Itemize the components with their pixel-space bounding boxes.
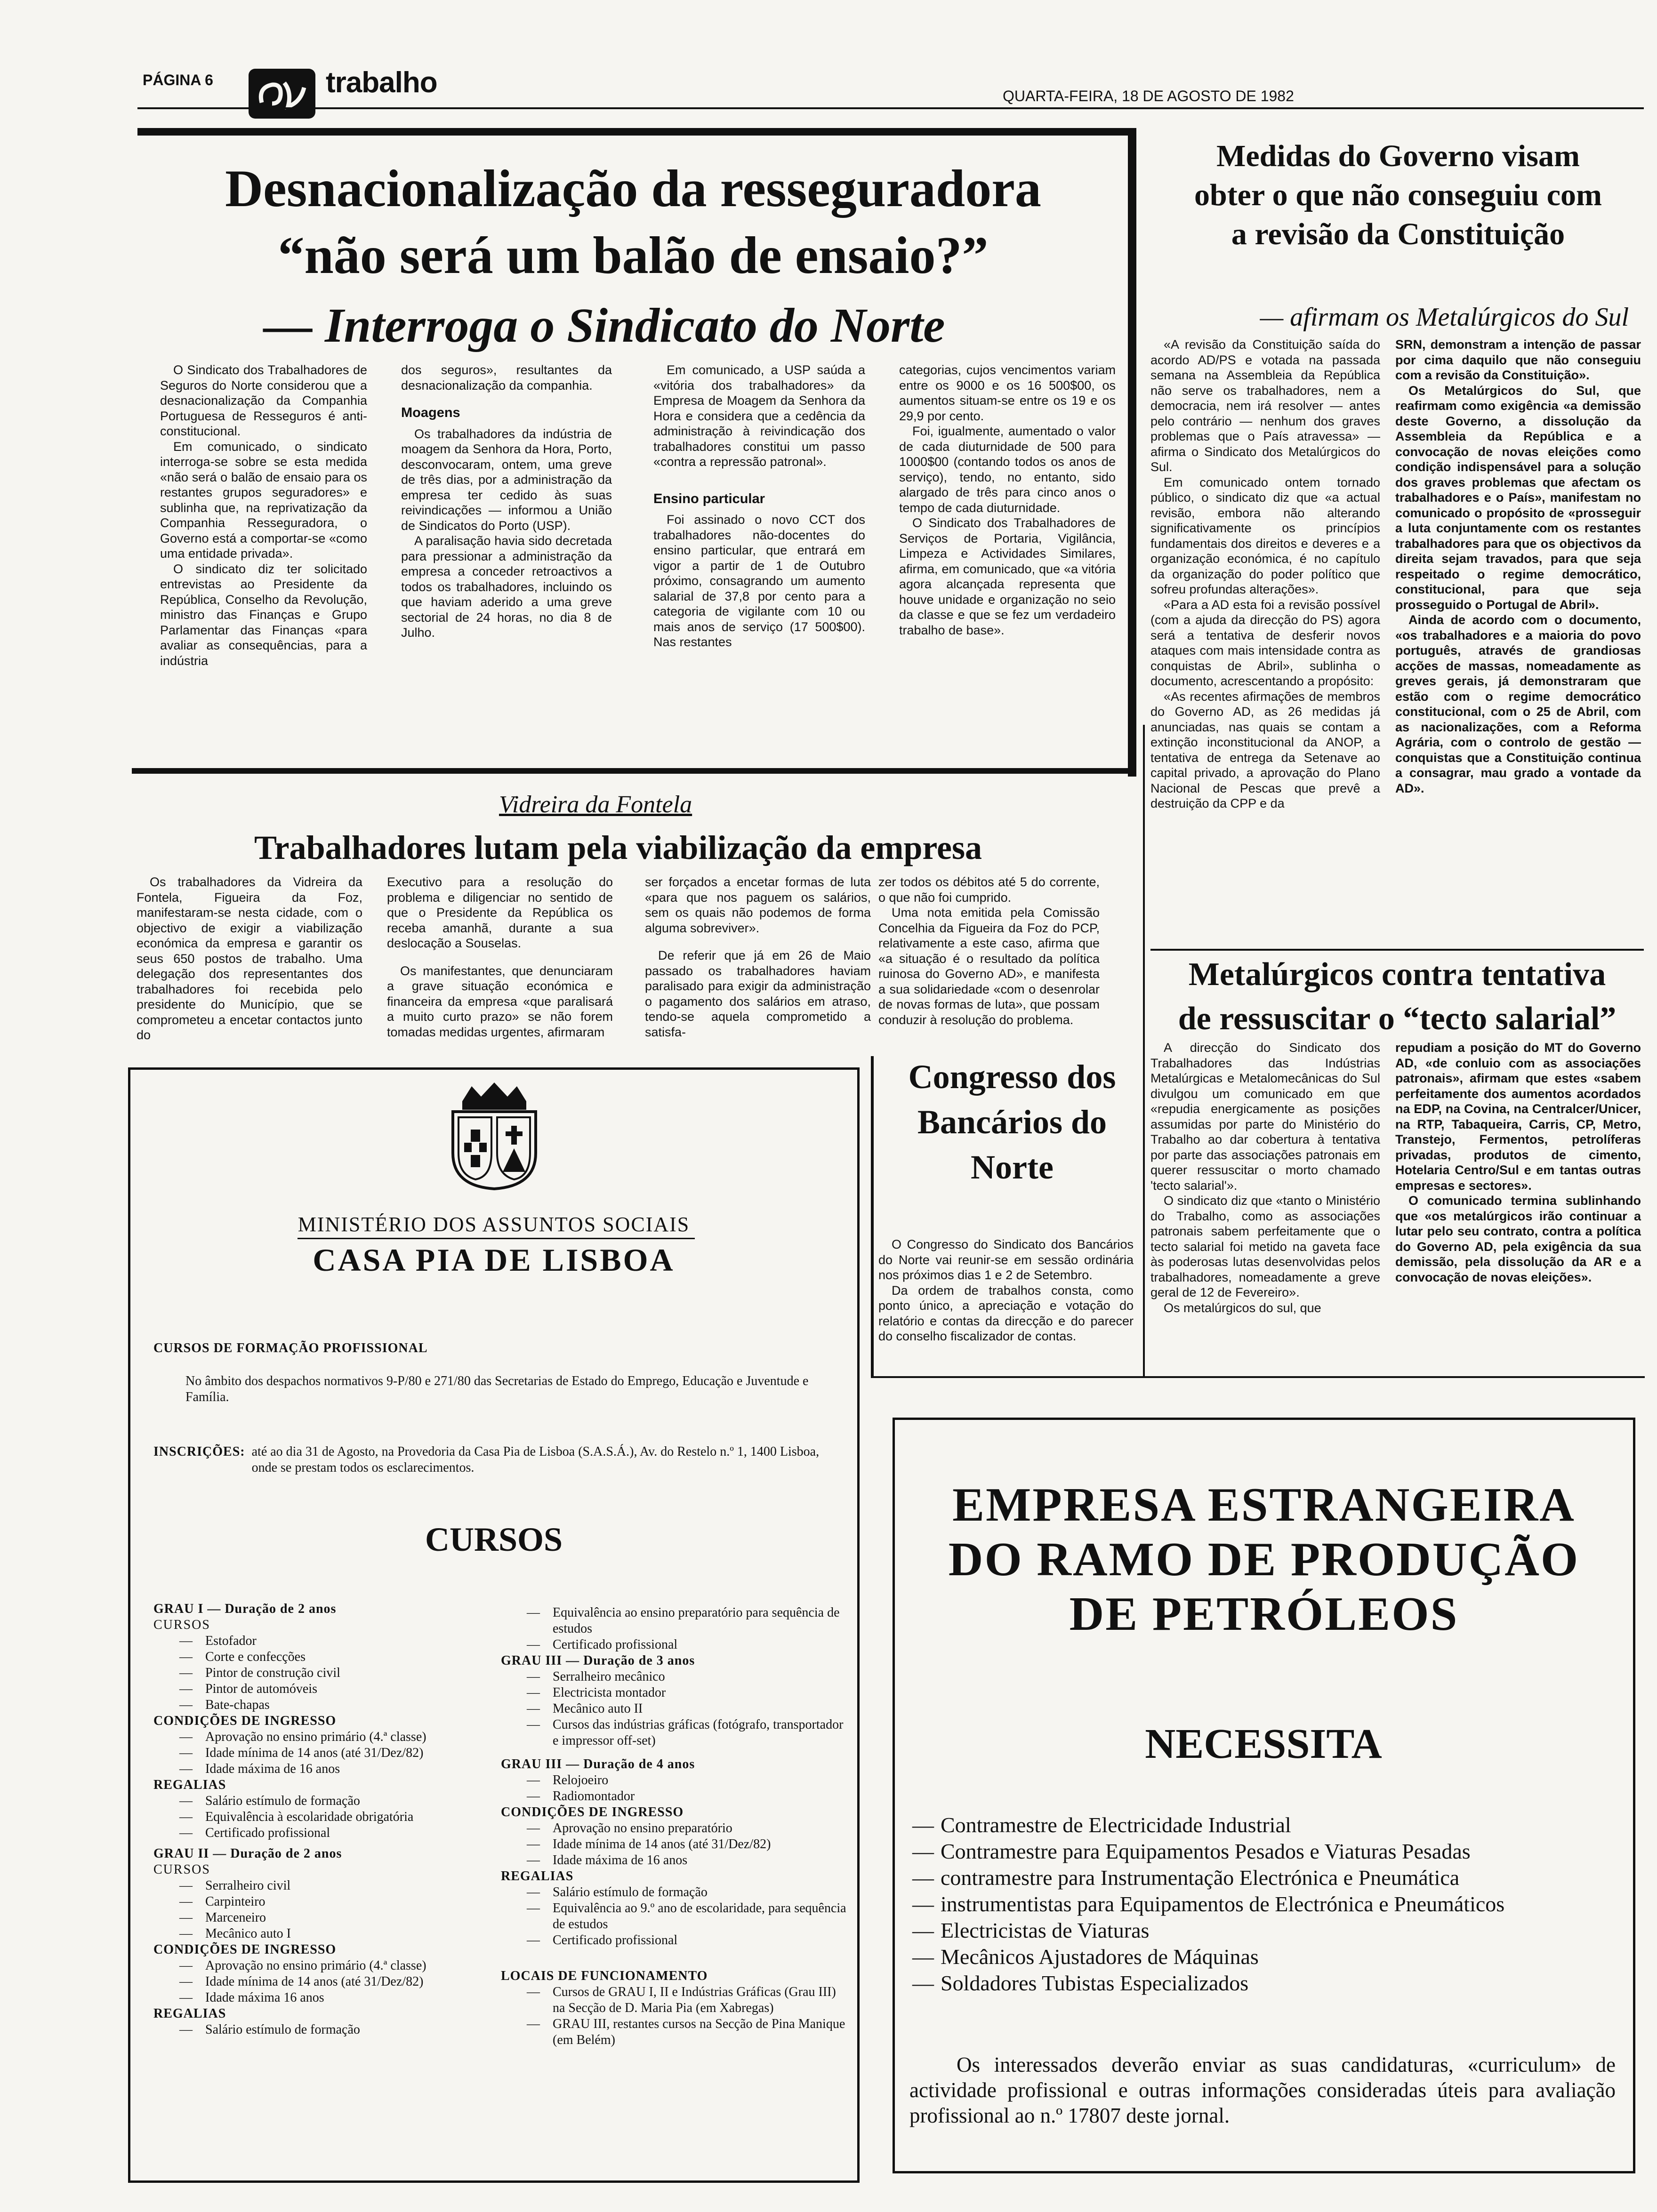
condition-item: — Idade máxima 16 anos bbox=[153, 1990, 492, 2006]
art3-bottom-rule bbox=[1150, 949, 1644, 951]
condition-item: — Idade máxima de 16 anos bbox=[153, 1761, 492, 1777]
art1-column-1 bbox=[160, 362, 367, 668]
grau-1-conditions: CONDIÇÕES DE INGRESSO bbox=[153, 1714, 337, 1728]
art5-headline: Congresso dos Bancários do Norte bbox=[908, 1058, 1116, 1186]
course-item: — Relojoeiro bbox=[501, 1772, 849, 1788]
condition-item: — Idade mínima de 14 anos (até 31/Dez/82) bbox=[153, 1745, 492, 1761]
position-item: — Mecânicos Ajustadores de Máquinas bbox=[912, 1944, 1614, 1970]
art1-paragraph: Em comunicado, a USP saúda a «vitória dos trabalhadores» da Empresa de Moagem da Senhora da Hora e considera que a cedência da administração à reivindicação dos trabalhadores constitui um passo «contra a repressão patronal». bbox=[653, 363, 865, 469]
art4-column-2 bbox=[1395, 1040, 1641, 1285]
course-item: — Marceneiro bbox=[153, 1910, 492, 1926]
grau-2-regalias-list bbox=[153, 2022, 492, 2038]
course-item: — Serralheiro civil bbox=[153, 1878, 492, 1894]
art4-column-1 bbox=[1150, 1040, 1380, 1315]
art2-paragraph: Executivo para a resolução do problema e diligenciar no sentido de que o Presidente da República os receba amanhã, durante a sua deslocação a Souselas. bbox=[387, 875, 613, 950]
grau-1-regalias: REGALIAS bbox=[153, 1778, 226, 1792]
grau-3-condition-list bbox=[501, 1820, 849, 1868]
art4-paragraph: A direcção do Sindicato dos Trabalhadores das Indústrias Metalúrgicas e Metalomecânicas do Sul divulgou um comunicado em que «repudia energicamente as posições assumidas por parte do Ministério do Trabalho ao dar cobertura à tentativa por parte das associações patronais em querer ressuscitar o morto chamado 'tecto salarial'». bbox=[1150, 1041, 1380, 1193]
art3-kicker: — afirmam os Metalúrgicos do Sul bbox=[1260, 303, 1629, 332]
art4-paragraph: Os metalúrgicos do sul, que bbox=[1164, 1300, 1321, 1315]
locais-item: — GRAU III, restantes cursos na Secção de Pina Manique (em Belém) bbox=[501, 2016, 849, 2048]
courses-heading: CURSOS DE FORMAÇÃO PROFISSIONAL bbox=[153, 1341, 428, 1355]
issue-date: QUARTA-FEIRA, 18 DE AGOSTO DE 1982 bbox=[1003, 88, 1294, 104]
grau-3a-course-list bbox=[501, 1669, 849, 1749]
grau-3-regalias: REGALIAS bbox=[501, 1869, 574, 1883]
art3-paragraph: «A revisão da Constituição saída do acordo AD/PS e votada na passada semana na Assembleia da República não serve os trabalhadores, nem a democracia, nem irá resolver — antes pelo contrário — nenhum dos graves problemas que o País atravessa» — afirma o Sindicato dos Metalúrgicos do Sul. bbox=[1150, 337, 1380, 474]
regalia-item: — Equivalência à escolaridade obrigatória bbox=[153, 1809, 492, 1825]
course-item: — Mecânico auto II bbox=[501, 1701, 849, 1717]
casa-pia-right-column bbox=[501, 1605, 849, 2048]
art2-column-1 bbox=[137, 874, 362, 1043]
locais-item: — Cursos de GRAU I, II e Indústrias Gráficas (Grau III) na Secção de D. Maria Pia (em Xabregas) bbox=[501, 1984, 849, 2016]
casa-pia-ministry: MINISTÉRIO DOS ASSUNTOS SOCIAIS bbox=[298, 1213, 690, 1236]
art2-paragraph: Uma nota emitida pela Comissão Concelhia da Figueira da Foz do PCP, relativamente a este caso, afirma que «a situação é o resultado da política ruinosa do Governo AD», e manifesta a sua solidariedade «com o desenrolar de novas formas de luta», que possam conduzir à resolução do problema. bbox=[878, 906, 1100, 1027]
condition-item: — Aprovação no ensino primário (4.ª classe) bbox=[153, 1729, 492, 1745]
empresa-ad-title: EMPRESA ESTRANGEIRA DO RAMO DE PRODUÇÃO DE PETRÓLEOS bbox=[948, 1478, 1580, 1641]
grau-3-conditions: CONDIÇÕES DE INGRESSO bbox=[501, 1805, 684, 1819]
art1-paragraph: Foi, igualmente, aumentado o valor de cada diuturnidade de 500 para 1000$00 (contando todos os anos de serviço), tendo, no entanto, sido alargado de três para cinco anos o tempo de cada diuturnidade. bbox=[899, 424, 1116, 515]
course-item: — Estofador bbox=[153, 1633, 492, 1649]
grau-3-regalias-list bbox=[501, 1884, 849, 1948]
grau-1-heading: GRAU I — Duração de 2 anos bbox=[153, 1602, 337, 1616]
art1-paragraph: categorias, cujos vencimentos variam entre os 9000 e os 16 500$00, os aumentos situam-se entre os 19 e os 29,9 por cento. bbox=[899, 363, 1116, 423]
locais-list bbox=[501, 1984, 849, 2048]
art5-right-rule bbox=[1143, 725, 1145, 1376]
regalia-item: — Equivalência ao 9.º ano de escolaridade, para sequência de estudos bbox=[501, 1900, 849, 1932]
position-item: — instrumentistas para Equipamentos de Electrónica e Pneumáticos bbox=[912, 1891, 1614, 1917]
casa-pia-rule bbox=[298, 1238, 695, 1239]
course-item: — Pintor de construção civil bbox=[153, 1665, 492, 1681]
grau-2-conditions: CONDIÇÕES DE INGRESSO bbox=[153, 1942, 337, 1957]
page-number: PÁGINA 6 bbox=[143, 72, 213, 88]
art2-paragraph: Os trabalhadores da Vidreira da Fontela, Figueira da Foz, manifestaram-se nesta cidade, com o objectivo de exigir a viabilização económica da empresa e garantir os seus 650 postos de trabalho. Uma delegação dos representantes dos trabalhadores foi recebida pelo presidente do Município, que se comprometeu a encetar contactos junto do bbox=[137, 875, 362, 1042]
art2-column-2 bbox=[387, 874, 613, 1040]
position-item: — Soldadores Tubistas Especializados bbox=[912, 1970, 1614, 1996]
art1-paragraph: O Sindicato dos Trabalhadores de Serviços de Portaria, Vigilância, Limpeza e Actividades Similares, afirma, em comunicado, que «a vitória agora alcançada representa que houve unidade e organização no seio da classe e que se fez um verdadeiro trabalho de base». bbox=[899, 516, 1116, 637]
art1-subhead-moagens: Moagens bbox=[401, 405, 460, 420]
course-item: — Carpinteiro bbox=[153, 1894, 492, 1910]
art1-right-rule bbox=[1128, 128, 1136, 777]
regalia-item: — Salário estímulo de formação bbox=[501, 1884, 849, 1900]
art4-headline bbox=[1150, 953, 1644, 1041]
grau-2-heading: GRAU II — Duração de 2 anos bbox=[153, 1846, 342, 1861]
header-rule bbox=[137, 107, 1644, 109]
art5-paragraph: O Congresso do Sindicato dos Bancários do Norte vai reunir-se em sessão ordinária nos próximos dias 1 e 2 de Setembro. bbox=[878, 1237, 1134, 1282]
art5-left-rule bbox=[871, 1056, 874, 1376]
art3-paragraph: SRN, demonstram a intenção de passar por cima daquilo que não conseguiu com a revisão da Constituição». bbox=[1395, 337, 1641, 382]
art4-paragraph: repudiam a posição do MT do Governo AD, «de conluio com as associações patronais», afirmam que estes «sabem perfeitamente dos aumentos acordados na EDP, na Covina, na Centralcer/Unicer, na RTP, Tabaqueira, Carris, CP, Metro, Transtejo, Fermentos, petrolíferas privadas, produtos de cimento, Hotelaria Centro/Sul e em tantas outras empresas e sectores». bbox=[1395, 1041, 1641, 1193]
art1-headline-line1: Desnacionalização da resseguradora bbox=[225, 160, 1041, 218]
casa-pia-inscricoes bbox=[153, 1444, 841, 1476]
art1-paragraph: Em comunicado, o sindicato interroga-se sobre se esta medida «não será o balão de ensaio para os restantes grupos seguradores» e sublinha que, na reprivatização da Companhia Resseguradora, o Governo está a comportar-se «como uma entidade privada». bbox=[160, 439, 367, 561]
art1-paragraph: dos seguros», resultantes da desnacionalização da companhia. bbox=[401, 363, 612, 393]
condition-item: — Aprovação no ensino preparatório bbox=[501, 1820, 849, 1836]
locais-heading: LOCAIS DE FUNCIONAMENTO bbox=[501, 1969, 708, 1983]
condition-item: — Aprovação no ensino primário (4.ª classe) bbox=[153, 1958, 492, 1974]
course-item: — Radiomontador bbox=[501, 1788, 849, 1804]
condition-item: — Idade mínima de 14 anos (até 31/Dez/82) bbox=[501, 1836, 849, 1852]
art4-headline-line2: de ressuscitar o “tecto salarial” bbox=[1178, 1001, 1617, 1037]
grau-1-cursos: CURSOS bbox=[153, 1618, 210, 1632]
regalia-item: — Certificado profissional bbox=[501, 1637, 849, 1653]
position-item: — Contramestre para Equipamentos Pesados e Viaturas Pesadas bbox=[912, 1838, 1614, 1865]
courses-intro: No âmbito dos despachos normativos 9-P/80 e 271/80 das Secretarias de Estado do Emprego, Educação e Juventude e Família. bbox=[185, 1374, 809, 1404]
course-item: — Cursos das indústrias gráficas (fotógrafo, transportador e impressor off-set) bbox=[501, 1717, 849, 1749]
empresa-ad-necessita: NECESSITA bbox=[1145, 1721, 1382, 1767]
condition-item: — Idade mínima de 14 anos (até 31/Dez/82) bbox=[153, 1974, 492, 1990]
art2-paragraph: Os manifestantes, que denunciaram a grave situação económica e financeira da empresa «que paralisará a muito curto prazo» se não forem tomadas medidas urgentes, afirmaram bbox=[387, 963, 613, 1039]
art3-headline: Medidas do Governo visam obter o que não conseguiu com a revisão da Constituição bbox=[1194, 139, 1602, 251]
art3-column-2 bbox=[1395, 337, 1641, 796]
course-item: — Mecânico auto I bbox=[153, 1926, 492, 1942]
position-item: — Contramestre de Electricidade Industrial bbox=[912, 1812, 1614, 1838]
course-item: — Pintor de automóveis bbox=[153, 1681, 492, 1697]
art1-kicker: — Interroga o Sindicato do Norte bbox=[264, 298, 945, 353]
inscricoes-label: INSCRIÇÕES: bbox=[153, 1444, 245, 1459]
art3-paragraph: Os Metalúrgicos do Sul, que reafirmam como exigência «a demissão deste Governo, a dissolução da Assembleia da República e a convocação de novas eleições como condição indispensável para a solução dos graves problemas que afectam os trabalhadores e o País», manifestam no comunicado o propósito de «prosseguir a luta conjuntamente com os restantes trabalhadores para que os objectivos da direita sejam travados, para que seja respeitado o regime democrático, constitucional, para que seja prosseguido o Portugal de Abril». bbox=[1395, 383, 1641, 612]
grau-2-regalias: REGALIAS bbox=[153, 2006, 226, 2021]
empresa-ad-position-list bbox=[912, 1812, 1614, 1996]
grau-3b-heading: GRAU III — Duração de 4 anos bbox=[501, 1757, 695, 1771]
grau-1-regalias-list bbox=[153, 1793, 492, 1841]
art2-paragraph: ser forçados a encetar formas de luta «para que nos paguem os salários, sem os quais não podemos de forma alguma sobreviver». bbox=[645, 875, 871, 935]
grau-2-cursos: CURSOS bbox=[153, 1862, 210, 1877]
art3-paragraph: Em comunicado ontem tornado público, o sindicato diz que «a actual revisão, embora não alterando significativamente os princípios fundamentais dos direitos e deveres e a organização económica, é no capítulo da organização do poder político que sofreu profundas alterações». bbox=[1150, 475, 1380, 596]
grau-2-course-list bbox=[153, 1878, 492, 1942]
grau-2-condition-list bbox=[153, 1958, 492, 2006]
grau-1-condition-list bbox=[153, 1729, 492, 1777]
art1-column-4 bbox=[899, 362, 1116, 638]
art4-paragraph: O sindicato diz que «tanto o Ministério do Trabalho, como as associações patronais sabem perfeitamente que o tecto salarial foi metido na gaveta face às poderosas lutas desenvolvidas pelos trabalhadores, nomeadamente a greve geral de 12 de Fevereiro». bbox=[1150, 1194, 1380, 1299]
position-item: — contramestre para Instrumentação Electrónica e Pneumática bbox=[912, 1865, 1614, 1891]
art1-column-3 bbox=[653, 362, 865, 650]
course-item: — Corte e confecções bbox=[153, 1649, 492, 1665]
regalia-item: — Salário estímulo de formação bbox=[153, 2022, 492, 2038]
regalia-item: — Certificado profissional bbox=[501, 1932, 849, 1948]
ad2-top-rule bbox=[871, 1376, 1645, 1378]
grau-2-extra-regalias bbox=[501, 1605, 849, 1653]
art2-paragraph: De referir que já em 26 de Maio passado os trabalhadores haviam paralisado para exigir da administração o pagamento dos salários em atraso, tendo-se aquela comprometido a satisfa- bbox=[645, 948, 871, 1039]
section-title: trabalho bbox=[326, 66, 437, 99]
art1-paragraph: O Sindicato dos Trabalhadores de Seguros do Norte considerou que a desnacionalização da Companhia Portuguesa de Resseguros é anti-constitucional. bbox=[160, 363, 367, 438]
art2-paragraph: zer todos os débitos até 5 do corrente, o que não foi cumprido. bbox=[878, 875, 1100, 905]
art1-column-2 bbox=[401, 362, 612, 641]
casa-pia-intro bbox=[153, 1340, 841, 1405]
regalia-item: — Certificado profissional bbox=[153, 1825, 492, 1841]
art2-headline: Trabalhadores lutam pela viabilização da empresa bbox=[254, 829, 982, 866]
art1-subhead-ensino: Ensino particular bbox=[653, 491, 765, 506]
course-item: — Electricista montador bbox=[501, 1685, 849, 1701]
art2-column-3 bbox=[645, 874, 871, 1040]
position-item: — Electricistas de Viaturas bbox=[912, 1917, 1614, 1944]
art2-column-4 bbox=[878, 874, 1100, 1027]
art1-headline-line2: “não será um balão de ensaio?” bbox=[278, 226, 989, 285]
empresa-ad-footer: Os interessados deverão enviar as suas candidaturas, «curriculum» de actividade profissional e outras informações consideradas úteis para avaliação profissional ao n.º 17807 deste jornal. bbox=[909, 2053, 1616, 2127]
art1-paragraph: A paralisação havia sido decretada para pressionar a administração da empresa a conceder retroactivos a todos os trabalhadores, incluindo os que haviam aderido a uma greve sectorial de 24 horas, no dia 8 de Julho. bbox=[401, 534, 612, 640]
art1-bottom-rule bbox=[132, 768, 1136, 774]
art1-paragraph: Os trabalhadores da indústria de moagem da Senhora da Hora, Porto, desconvocaram, ontem, uma greve de três dias, por a administração da empresa ter cedido às suas reivindicações — informou a União de Sindicatos do Porto (USP). bbox=[401, 426, 612, 533]
inscricoes-text: até ao dia 31 de Agosto, na Provedoria da Casa Pia de Lisboa (S.A.S.Á.), Av. do Restelo n.º 1, 1400 Lisboa, onde se prestam todos os esclarecimentos. bbox=[251, 1444, 820, 1475]
casa-pia-left-column bbox=[153, 1601, 492, 2038]
coat-of-arms-icon bbox=[448, 1082, 540, 1191]
art1-paragraph: Foi assinado o novo CCT dos trabalhadores não-docentes do ensino particular, que entrará em vigor a partir de 1 de Outubro próximo, consagrando um aumento salarial de 37,8 por cento para a categoria de vigilante com 10 ou mais anos de serviço (17 500$00). Nas restantes bbox=[653, 513, 865, 649]
condition-item: — Idade máxima de 16 anos bbox=[501, 1852, 849, 1868]
art3-paragraph: «Para a AD esta foi a revisão possível (com a ajuda da direcção do PS) agora será a tentativa de desferir novos ataques com mais intensidade contra as conquistas de Abril», sublinha o documento, acrescentando a propósito: bbox=[1150, 597, 1380, 688]
art1-paragraph: O sindicato diz ter solicitado entrevistas ao Presidente da República, Conselho da Revolução, ministro das Finanças e Grupo Parlamentar das Finanças «para avaliar as consequências, para a indústria bbox=[160, 561, 367, 668]
art3-paragraph: Ainda de acordo com o documento, «os trabalhadores e a maioria do povo português, através de grandiosas acções de massas, nomeadamente as greves gerais, já demonstraram que estão com o regime democrático constitucional, com o 25 de Abril, com as nacionalizações, com a Reforma Agrária, com o controlo de gestão — conquistas que a Constituição continua a consagrar, mau grado a vontade da AD». bbox=[1395, 613, 1641, 795]
cursos-heading: CURSOS bbox=[425, 1521, 563, 1558]
grau-3b-course-list bbox=[501, 1772, 849, 1804]
art3-paragraph: «As recentes afirmações de membros do Governo AD, as 26 medidas já anunciadas, nas quais se contam a extinção inconstitucional da ANOP, a tentativa de entrega da Setenave ao capital privado, a aprovação do Plano Nacional de Pescas que prevê a destruição da CPP e da bbox=[1150, 689, 1380, 810]
course-item: — Bate-chapas bbox=[153, 1697, 492, 1713]
regalia-item: — Equivalência ao ensino preparatório para sequência de estudos bbox=[501, 1605, 849, 1637]
art4-paragraph: O comunicado termina sublinhando que «os metalúrgicos irão continuar a lutar pelo seu contrato, contra a política do Governo AD, pela exigência da sua demissão, pela dissolução da AR e a convocação de novas eleições». bbox=[1395, 1194, 1641, 1284]
course-item: — Serralheiro mecânico bbox=[501, 1669, 849, 1685]
casa-pia-name: CASA PIA DE LISBOA bbox=[313, 1242, 675, 1278]
art1-top-rule bbox=[137, 128, 1136, 136]
art3-column-1 bbox=[1150, 337, 1380, 811]
art2-kicker: Vidreira da Fontela bbox=[499, 791, 692, 818]
regalia-item: — Salário estímulo de formação bbox=[153, 1793, 492, 1809]
art1-headline bbox=[141, 155, 1125, 289]
art5-paragraph: Da ordem de trabalhos consta, como ponto único, a apreciação e votação do relatório e contas da direcção e do parecer do conselho fiscalizador de contas. bbox=[878, 1283, 1134, 1343]
section-logo-icon bbox=[249, 69, 315, 119]
grau-1-course-list bbox=[153, 1633, 492, 1713]
grau-3a-heading: GRAU III — Duração de 3 anos bbox=[501, 1653, 695, 1668]
art4-headline-line1: Metalúrgicos contra tentativa bbox=[1188, 956, 1606, 993]
art5-body bbox=[878, 1237, 1134, 1344]
